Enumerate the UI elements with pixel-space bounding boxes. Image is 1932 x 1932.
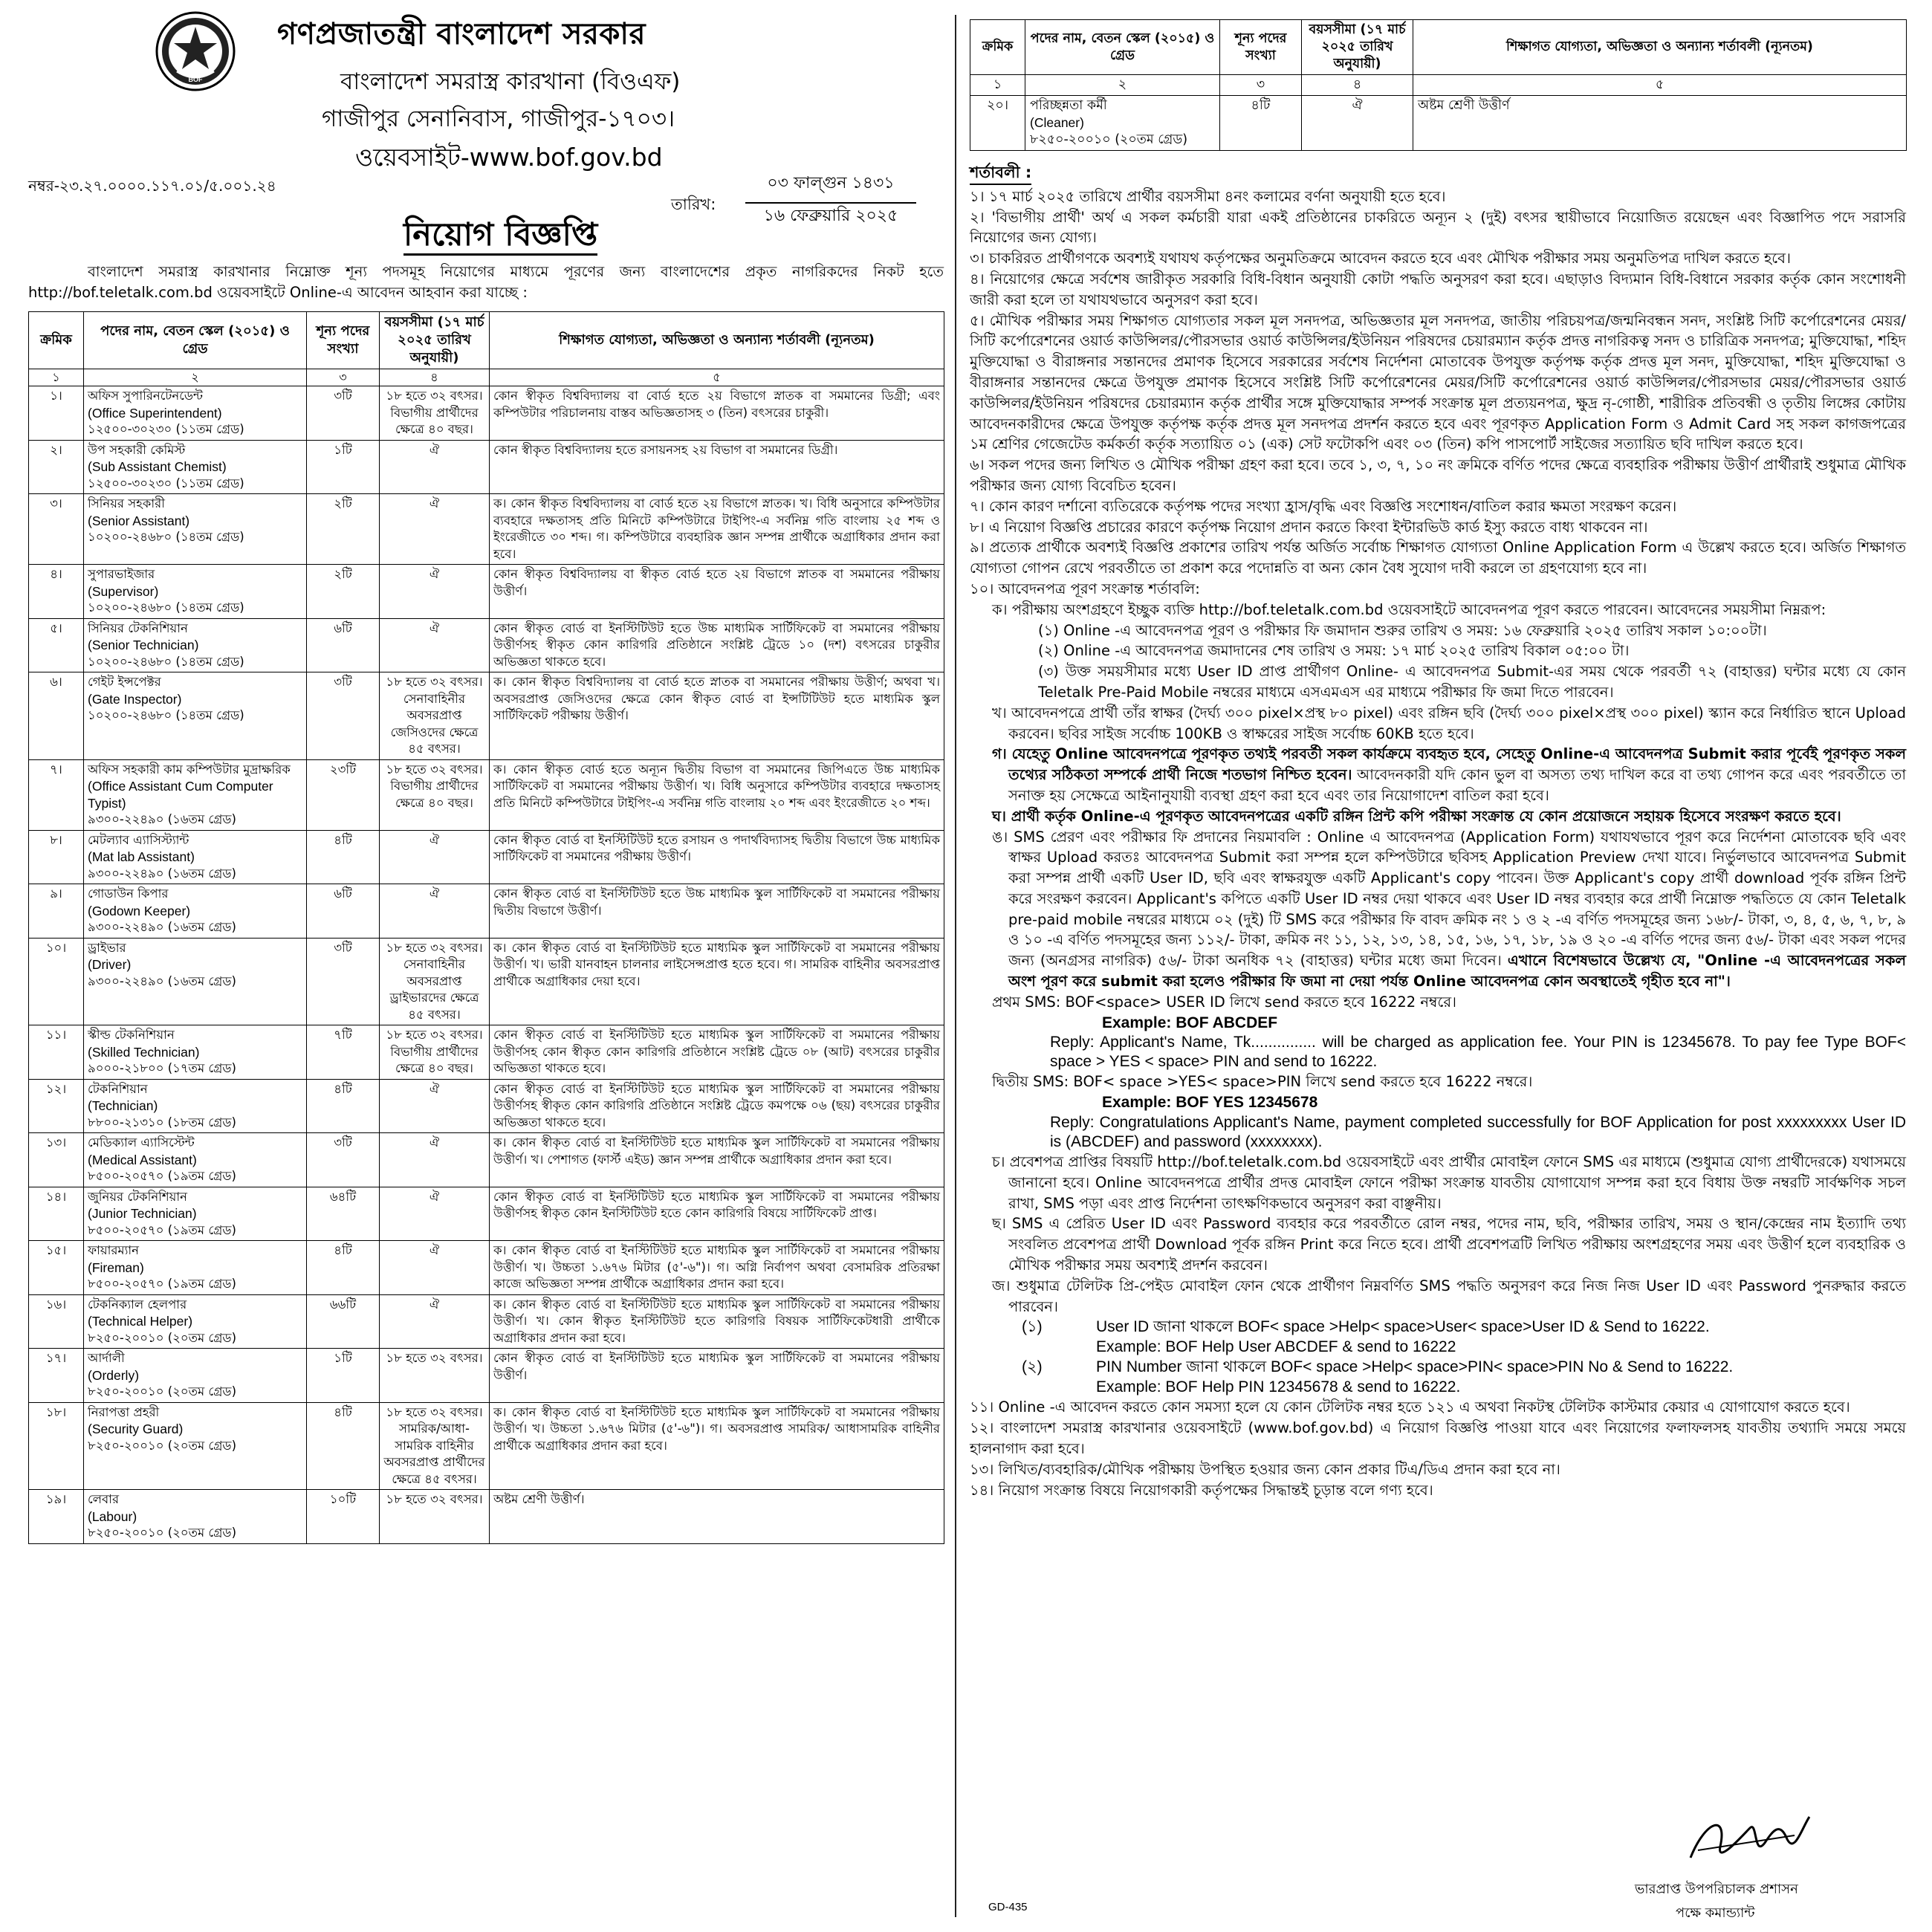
post-name-english: (Technician) bbox=[88, 1098, 158, 1113]
signatory-on-behalf: পক্ষে কমান্ড্যান্ট bbox=[1676, 1905, 1755, 1921]
post-name-english: (Technical Helper) bbox=[88, 1314, 193, 1329]
table-column-number-row bbox=[970, 75, 1907, 96]
pay-scale: ৮২৫০-২০০১০ (২০তম গ্রেড) bbox=[88, 1438, 237, 1453]
sms-first: প্রথম SMS: BOF<space> USER ID লিখে send করতে হবে 16222 নম্বরে। bbox=[992, 993, 1457, 1011]
pay-scale: ৮২৫০-২০০১০ (২০তম গ্রেড) bbox=[1030, 132, 1188, 147]
row-qualification: কোন স্বীকৃত বোর্ড বা ইনস্টিটিউট হতে উচ্চ মাধ্যমিক স্কুল সার্টিফিকেট বা সমমানের পরীক্ষায় দ্বিতীয় বিভাগে উত্তীর্ণ। bbox=[490, 884, 944, 939]
row-vacancies: ৭টি bbox=[307, 1025, 380, 1080]
row-vacancies: ৩টি bbox=[307, 386, 380, 441]
row-post bbox=[84, 938, 307, 1025]
table-row bbox=[29, 386, 944, 441]
row-serial: ৯। bbox=[29, 884, 84, 939]
row-post bbox=[84, 1294, 307, 1349]
pay-scale: ৯৩০০-২২৪৯০ (১৬তম গ্রেড) bbox=[88, 920, 236, 934]
col-number: ১ bbox=[29, 369, 84, 386]
row-age: ১৮ হতে ৩২ বৎসর। বিভাগীয় প্রার্থীদের ক্ষেত্রে ৪০ বছর। bbox=[380, 386, 490, 441]
recovery-example: Example: BOF Help User ABCDEF & send to 16222 bbox=[1096, 1338, 1456, 1356]
post-name-english: (Gate Inspector) bbox=[88, 691, 182, 707]
row-serial: ১। bbox=[29, 386, 84, 441]
row-qualification: কোন স্বীকৃত বোর্ড বা ইনস্টিটিউট হতে রসায়ন ও পদার্থবিদ্যাসহ দ্বিতীয় বিভাগে উচ্চ মাধ্যমিক সার্টিফিকেট বা সমমানের পরীক্ষায় উত্তীর্ণ। bbox=[490, 830, 944, 884]
term-item: ৮। এ নিয়োগ বিজ্ঞপ্তি প্রচারের কারণে কর্তৃপক্ষ নিয়োগ প্রদান করতে কিংবা ইন্টারভিউ কার্ড ইস্যু করতে বাধ্য থাকবেন না। bbox=[970, 518, 1648, 536]
col-number: ২ bbox=[84, 369, 307, 386]
term-item: ৩। চাকরিরত প্রার্থীগণকে অবশ্যই যথাযথ কর্তৃপক্ষের অনুমতিক্রমে আবেদন করতে হবে এবং মৌখিক পরীক্ষার সময় অনুমতিপত্র দাখিল করতে হবে। bbox=[970, 250, 1791, 268]
row-serial: ১০। bbox=[29, 938, 84, 1025]
right-column bbox=[970, 19, 1906, 1500]
row-post bbox=[84, 1349, 307, 1403]
row-qualification: ক। কোন স্বীকৃত বিশ্ববিদ্যালয় বা বোর্ড হতে ২য় বিভাগে স্নাতক। খ। বিধি অনুসারে কম্পিউটার ব্যবহারে দক্ষতাসহ প্রতি মিনিটে কম্পিউটারে টাইপিং-এ সর্বনিম্ন গতি বাংলায় ২৫ শব্দ ও ইংরেজীতে ৩০ শব্দ। গ। কম্পিউটারে ব্যবহারিক জ্ঞান সম্পন্ন প্রার্থীকে অগ্রাধিকার প্রদান করা হবে। bbox=[490, 494, 944, 565]
sms-example: Example: BOF YES 12345678 bbox=[1102, 1094, 1318, 1112]
row-qualification: কোন স্বীকৃত বোর্ড বা ইনস্টিটিউট হতে মাধ্যমিক স্কুল সার্টিফিকেট বা সমমানের পরীক্ষায় উত্তীর্ণসহ স্বীকৃত কোন ইনস্টিটিউট হতে কোন কারিগরি বিষয়ে সার্টিফিকেট প্রাপ্ত। bbox=[490, 1187, 944, 1241]
pay-scale: ৮২৫০-২০০১০ (২০তম গ্রেড) bbox=[88, 1526, 237, 1540]
row-age: ১৮ হতে ৩২ বৎসর। সেনাবাহিনীর অবসরপ্রাপ্ত জেসিওদের ক্ষেত্রে ৪৫ বৎসর। bbox=[380, 672, 490, 760]
term-subitem: জ। শুধুমাত্র টেলিটক প্রি-পেইড মোবাইল ফোন থেকে প্রার্থীগণ নিম্নবর্ণিত SMS পদ্ধতি অনুসরণ করে নিজ নিজ User ID এবং Password পুনরুদ্ধার করতে পারবেন। bbox=[992, 1277, 1906, 1315]
row-qualification: কোন স্বীকৃত বিশ্ববিদ্যালয় হতে রসায়নসহ ২য় বিভাগ বা সমমানের ডিগ্রী। bbox=[490, 440, 944, 494]
date-bangla: ০৩ ফাল্গুন ১৪৩১ bbox=[745, 170, 916, 204]
sms-reply: Reply: Applicant's Name, Tk............... will be charged as application fee. Your PIN is 12345678. To pay fee Type BOF< space > YES < space> PIN and send to 16222. bbox=[1050, 1034, 1906, 1071]
row-post bbox=[84, 672, 307, 760]
row-vacancies: ৬টি bbox=[307, 618, 380, 672]
row-age: ১৮ হতে ৩২ বৎসর। বিভাগীয় প্রার্থীদের ক্ষেত্রে ৪০ বছর। bbox=[380, 1025, 490, 1080]
post-name-english: (Labour) bbox=[88, 1508, 137, 1524]
post-name: অফিস সহকারী কাম কম্পিউটার মুদ্রাক্ষরিক bbox=[88, 762, 291, 777]
pay-scale: ৮৮০০-২১৩১০ (১৮তম গ্রেড) bbox=[88, 1115, 236, 1129]
col-header-vacancy: শূন্য পদের সংখ্যা bbox=[307, 312, 380, 369]
col-number: ৩ bbox=[307, 369, 380, 386]
row-qualification: কোন স্বীকৃত বোর্ড বা ইনস্টিটিউট হতে মাধ্যমিক স্কুল সার্টিফিকেট বা সমমানের পরীক্ষায় উত্তীর্ণসহ কোন স্বীকৃত কোন কারিগরি প্রতিষ্ঠানে সংশ্লিষ্ট ট্রেডে ০৮ (আট) বৎসরের চাকুরীর অভিজ্ঞতা থাকতে হবে। bbox=[490, 1025, 944, 1080]
row-age: ঐ bbox=[380, 830, 490, 884]
pay-scale: ৮৫০০-২০৫৭০ (১৯তম গ্রেড) bbox=[88, 1277, 236, 1291]
term-item: ১। ১৭ মার্চ ২০২৫ তারিখে প্রার্থীর বয়সসীমা ৪নং কলামের বর্ণনা অনুযায়ী হতে হবে। bbox=[970, 187, 1446, 205]
pay-scale: ১০২০০-২৪৬৮০ (১৪তম গ্রেড) bbox=[88, 708, 244, 722]
row-qualification: কোন স্বীকৃত বিশ্ববিদ্যালয় বা বোর্ড হতে ২য় বিভাগে স্নাতক বা সমমানের ডিগ্রী; এবং কম্পিউটার পরিচালনায় বাস্তব অভিজ্ঞতাসহ ৩ (তিন) বৎসরের চাকুরী। bbox=[490, 386, 944, 441]
row-post bbox=[84, 386, 307, 441]
row-serial: ৬। bbox=[29, 672, 84, 760]
pay-scale: ৯০০০-২১৮০০ (১৭তম গ্রেড) bbox=[88, 1061, 236, 1075]
post-name: গেইট ইন্সপেক্টর bbox=[88, 675, 161, 689]
row-age: ঐ bbox=[380, 884, 490, 939]
term-text: আবেদনকারী যদি কোন ভুল বা অসত্য তথ্য দাখিল করে বা তথ্য গোপন করে এবং পরবর্তীতে তা সনাক্ত হয় সেক্ষেত্রে আইনানুযায়ী ব্যবস্থা গ্রহণ করা হবে এবং তার নিয়োগাদেশ বাতিল করা হবে। bbox=[1008, 766, 1906, 804]
post-name-english: (Medical Assistant) bbox=[88, 1152, 197, 1167]
post-name: লেবার bbox=[88, 1492, 120, 1506]
row-vacancies: ১টি bbox=[307, 1349, 380, 1403]
row-qualification: ক। কোন স্বীকৃত বিশ্ববিদ্যালয় বা বোর্ড হতে স্নাতক বা সমমানের পরীক্ষায় উত্তীর্ণ; অথবা খ। অবসরপ্রাপ্ত জেসিওদের ক্ষেত্রে কোন স্বীকৃত বোর্ড বা ইন্সটিটিউট হতে মাধ্যমিক স্কুল সার্টিফিকেট পরীক্ষায় উত্তীর্ণ। bbox=[490, 672, 944, 760]
table-row bbox=[29, 672, 944, 760]
col-header-age: বয়সসীমা (১৭ মার্চ ২০২৫ তারিখ অনুযায়ী) bbox=[1302, 20, 1413, 75]
row-age: ঐ bbox=[380, 1079, 490, 1133]
date-block bbox=[671, 170, 939, 237]
row-qualification: ক। কোন স্বীকৃত বোর্ড হতে অন্যূন দ্বিতীয় বিভাগ বা সমমানের জিপিএতে উচ্চ মাধ্যমিক সার্টিফিকেট বা সমমানের পরীক্ষায় উত্তীর্ণ। খ। বিধি অনুসারে কম্পিউটার ব্যবহারে দক্ষতাসহ প্রতি মিনিটে কম্পিউটারে টাইপিং-এ সর্বনিম্ন গতি বাংলায় ২০ শব্দ এবং ইংরেজীতে ২০ শব্দ। bbox=[490, 759, 944, 830]
memo-number: নম্বর-২৩.২৭.০০০০.১১৭.০১/৫.০০১.২৪ bbox=[28, 177, 276, 195]
row-age: ঐ bbox=[380, 618, 490, 672]
term-subitem: ঘ। প্রার্থী কর্তৃক Online-এ পূরণকৃত আবেদনপত্রের একটি রঙ্গিন প্রিন্ট কপি পরীক্ষা সংক্রান্ত যে কোন প্রয়োজনে সহায়ক হিসেবে সংরক্ষণ করতে হবে। bbox=[992, 807, 1841, 825]
row-qualification: ক। কোন স্বীকৃত বোর্ড বা ইনস্টিটিউট হতে মাধ্যমিক স্কুল সার্টিফিকেট বা সমমানের পরীক্ষায় উত্তীর্ণ। খ। উচ্চতা ১.৬৭৬ মিটার (৫'-৬")। গ। অগ্নি নির্বাপণ অথবা বেসামরিক প্রতিরক্ষা কাজে অভিজ্ঞতা সম্পন্ন প্রার্থীকে অগ্রাধিকার প্রদান করা হবে। bbox=[490, 1241, 944, 1295]
term-item: ৫। মৌখিক পরীক্ষার সময় শিক্ষাগত যোগ্যতার সকল মূল সনদপত্র, অভিজ্ঞতার মূল সনদপত্র, জাতীয় পরিচয়পত্র/জন্মনিবন্ধন সনদ, সংশ্লিষ্ট সিটি কর্পোরেশনের মেয়র/সিটি কর্পোরেশনের ওয়ার্ড কাউন্সিলর/পৌরসভার ওয়ার্ড কাউন্সিলর/ইউনিয়ন পরিষদের চেয়ারম্যান কর্তৃক প্রদত্ত নাগরিকত্ব সনদ ও চারিত্রিক সনদপত্র; মুক্তিযোদ্ধা, শহিদ মুক্তিযোদ্ধা ও বীরাঙ্গনার সন্তানদের প্রমাণক হিসেবে সরকারের সর্বশেষ নির্দেশনা মোতাবেক উপযুক্ত কর্তৃপক্ষ কর্তৃক প্রদত্ত মূল সনদ, মুক্তিযোদ্ধা, শহিদ মুক্তিযোদ্ধা ও বীরাঙ্গনার সন্তানদের ক্ষেত্রে উপযুক্ত প্রমাণক হিসেবে সংশ্লিষ্ট সিটি কর্পোরেশনের মেয়র/সিটি কর্পোরেশনের ওয়ার্ড কাউন্সিলর/পৌরসভার মেয়র/পৌরসভার ওয়ার্ড কাউন্সিলর/ইউনিয়ন পরিষদের চেয়ারম্যান কর্তৃক প্রার্থীর সঙ্গে মুক্তিযোদ্ধার সম্পর্ক সংক্রান্ত মূল প্রত্যয়নপত্র, ক্ষুদ্র নৃ-গোষ্ঠী, শারীরিক প্রতিবন্ধী ও তৃতীয় লিঙ্গের কোটায় আবেদনকারীদের ক্ষেত্রে উপযুক্ত কর্তৃপক্ষ কর্তৃক প্রদত্ত মূল সনদপত্র প্রদর্শন করতে হবে এবং পূরণকৃত Application Form ও Admit Card সহ সকল কাগজপত্রের ১ম শ্রেণির গেজেটেড কর্মকর্তা কর্তৃক সত্যায়িত ০১ (এক) সেট ফটোকপি এবং ০৩ (তিন) কপি পাসপোর্ট সাইজের সত্যায়িত ছবি দাখিল করতে হবে। bbox=[970, 311, 1906, 453]
col-header-qualification: শিক্ষাগত যোগ্যতা, অভিজ্ঞতা ও অন্যান্য শর্তাবলী (ন্যূনতম) bbox=[1413, 20, 1907, 75]
col-header-post: পদের নাম, বেতন স্কেল (২০১৫) ও গ্রেড bbox=[1025, 20, 1220, 75]
row-qualification: অষ্টম শ্রেণী উত্তীর্ণ। bbox=[490, 1490, 944, 1544]
row-age: ঐ bbox=[380, 1187, 490, 1241]
post-name-english: (Mat lab Assistant) bbox=[88, 849, 195, 864]
term-item: ৯। প্রত্যেক প্রার্থীকে অবশ্যই বিজ্ঞপ্তি প্রকাশের তারিখ পর্যন্ত অর্জিত সর্বোচ্চ শিক্ষাগত যোগ্যতা Online Application Form এ উল্লেখ করতে হবে। অর্জিত শিক্ষাগত যোগ্যতা গোপন রেখে পরবর্তীতে তা প্রকাশ করে পদোন্নতি বা অন্য কোন বৈধ সুযোগ দাবী করলে তা গ্রহণযোগ্য হবে না। bbox=[970, 539, 1906, 577]
row-vacancies: ৪টি bbox=[307, 830, 380, 884]
col-number: ৪ bbox=[380, 369, 490, 386]
row-post bbox=[84, 1241, 307, 1295]
post-name-english: (Office Superintendent) bbox=[88, 405, 222, 421]
post-name: টেকনিশিয়ান bbox=[88, 1081, 148, 1096]
post-name-english: (Supervisor) bbox=[88, 583, 159, 599]
col-header-age: বয়সসীমা (১৭ মার্চ ২০২৫ তারিখ অনুযায়ী) bbox=[380, 312, 490, 369]
sms-second: দ্বিতীয় SMS: BOF< space >YES< space>PIN লিখে send করতে হবে 16222 নম্বরে। bbox=[992, 1073, 1533, 1091]
table-row bbox=[29, 884, 944, 939]
post-name-english: (Senior Assistant) bbox=[88, 513, 190, 528]
recovery-item bbox=[970, 1357, 1906, 1397]
row-vacancies: ৩টি bbox=[307, 672, 380, 760]
term-text: ঙ। SMS প্রেরণ এবং পরীক্ষার ফি প্রদানের নিয়মাবলি : Online এ আবেদনপত্র (Application Form) যথাযথভাবে পূরণ করে নির্দেশনা মোতাবেক ছবি এবং স্বাক্ষর Upload করতঃ আবেদনপত্র Submit করা সম্পন্ন হলে কম্পিউটারে ছবিসহ Application Preview দেখা যাবে। নির্ভুলভাবে আবেদনপত্র Submit করা সম্পন্ন প্রার্থী একটি User ID, ছবি এবং স্বাক্ষরযুক্ত একটি Applicant's copy পাবেন। উক্ত Applicant's copy প্রার্থী download পূর্বক রঙ্গিন প্রিন্ট করে সংরক্ষণ করবেন। Applicant's কপিতে একটি User ID নম্বর দেয়া থাকবে এবং User ID নম্বর ব্যবহার করে প্রার্থী নিম্নোক্ত পদ্ধতিতে যে কোন Teletalk pre-paid mobile নম্বরের মাধ্যমে ০২ (দুই) টি SMS করে পরীক্ষার ফি বাবদ ক্রমিক নং ১ ও ২ -এ বর্ণিত পদসমূহের জন্য ১৬৮/- টাকা, ৩, ৪, ৫, ৬, ৭, ৮, ৯ ও ১০ -এ বর্ণিত পদসমূহের জন্য ১১২/- টাকা, ক্রমিক নং ১১, ১২, ১৩, ১৪, ১৫, ১৬, ১৭, ১৮, ১৯ ও ২০ -এ বর্ণিত পদের জন্য ৫৬/- টাকা এবং সকল পদের জন্য (অনগ্রসর নাগরিক) ৫৬/- টাকা অনধিক ৭২ (বাহাত্তর) ঘন্টার মধ্যে জমা দিবেন। bbox=[992, 828, 1906, 970]
row-qualification: কোন স্বীকৃত বোর্ড বা ইনস্টিটিউট হতে উচ্চ মাধ্যমিক সার্টিফিকেট বা সমমানের পরীক্ষায় উত্তীর্ণসহ স্বীকৃত কোন কারিগরি প্রতিষ্ঠানে সংশ্লিষ্ট ট্রেডে ১০ (দশ) বৎসরের চাকুরীর অভিজ্ঞতা থাকতে হবে। bbox=[490, 618, 944, 672]
table-row bbox=[29, 1133, 944, 1187]
row-qualification: কোন স্বীকৃত বোর্ড বা ইনস্টিটিউট হতে মাধ্যমিক স্কুল সার্টিফিকেট বা সমমানের পরীক্ষায় উত্তীর্ণসহ স্বীকৃত কোন কারিগরি প্রতিষ্ঠানে সংশ্লিষ্ট ট্রেডে কমপক্ষে ০৬ (ছয়) বৎসরের চাকুরীর অভিজ্ঞতা থাকতে হবে। bbox=[490, 1079, 944, 1133]
organization-name: বাংলাদেশ সমরাস্ত্র কারখানা (বিওএফ) bbox=[340, 68, 681, 95]
post-name: গোডাউন কিপার bbox=[88, 886, 169, 901]
vacancy-table bbox=[28, 311, 944, 1544]
row-vacancies: ২টি bbox=[307, 494, 380, 565]
recovery-number: (১) bbox=[1022, 1318, 1043, 1336]
pay-scale: ১২৫০০-৩০২৩০ (১১তম গ্রেড) bbox=[88, 422, 244, 436]
row-serial: ২। bbox=[29, 440, 84, 494]
post-name-english: (Office Assistant Cum Computer Typist) bbox=[88, 779, 273, 811]
table-row bbox=[29, 759, 944, 830]
post-name-english: (Senior Technician) bbox=[88, 638, 199, 652]
col-number: ৫ bbox=[490, 369, 944, 386]
row-post bbox=[84, 1133, 307, 1187]
row-post bbox=[1025, 96, 1220, 151]
table-row bbox=[29, 1294, 944, 1349]
row-qualification: কোন স্বীকৃত বিশ্ববিদ্যালয় বা স্বীকৃত বোর্ড হতে ২য় বিভাগে স্নাতক বা সমমানের পরীক্ষায় উত্তীর্ণ। bbox=[490, 565, 944, 619]
term-subitem: ছ। SMS এ প্রেরিত User ID এবং Password ব্যবহার করে পরবর্তীতে রোল নম্বর, পদের নাম, ছবি, পরীক্ষার তারিখ, সময় ও স্থান/কেন্দ্রের নাম ইত্যাদি তথ্য সংবলিত প্রবেশপত্র প্রার্থী Download পূর্বক রঙ্গিন Print করে নিতে হবে। প্রার্থী প্রবেশপত্রটি লিখিত পরীক্ষায় অংশগ্রহণের সময় এবং উত্তীর্ণ হলে ব্যবহারিক ও মৌখিক পরীক্ষার সময় অবশ্যই প্রদর্শন করবেন। bbox=[992, 1215, 1906, 1274]
term-item: ১০। আবেদনপত্র পূরণ সংক্রান্ত শর্তাবলি: bbox=[970, 580, 1200, 597]
row-serial: ৫। bbox=[29, 618, 84, 672]
row-age: ঐ bbox=[380, 1241, 490, 1295]
row-age: ১৮ হতে ৩২ বৎসর। সামরিক/আধা-সামরিক বাহিনীর অবসরপ্রাপ্ত প্রার্থীদের ক্ষেত্রে ৪৫ বৎসর। bbox=[380, 1402, 490, 1490]
row-vacancies: ৪টি bbox=[307, 1079, 380, 1133]
sms-example: Example: BOF ABCDEF bbox=[1102, 1014, 1278, 1031]
term-subitem bbox=[970, 744, 1906, 805]
bof-emblem-icon bbox=[155, 10, 236, 92]
post-name-english: (Orderly) bbox=[88, 1367, 140, 1383]
row-age: ঐ bbox=[380, 494, 490, 565]
row-post bbox=[84, 440, 307, 494]
row-post bbox=[84, 759, 307, 830]
col-header-qualification: শিক্ষাগত যোগ্যতা, অভিজ্ঞতা ও অন্যান্য শর্তাবলী (ন্যূনতম) bbox=[490, 312, 944, 369]
row-serial: ১১। bbox=[29, 1025, 84, 1080]
row-serial: ১৫। bbox=[29, 1241, 84, 1295]
row-vacancies: ৪টি bbox=[307, 1241, 380, 1295]
col-number: ৪ bbox=[1302, 75, 1413, 96]
recovery-text: PIN Number জানা থাকলে BOF< space >Help< space>PIN< space>PIN No & Send to 16222. bbox=[1096, 1358, 1734, 1376]
row-qualification: ক। কোন স্বীকৃত বোর্ড বা ইনস্টিটিউট হতে মাধ্যমিক স্কুল সার্টিফিকেট বা সমমানের পরীক্ষায় উত্তীর্ণ। খ। কোন স্বীকৃত ইনস্টিটিউট হতে কারিগরি বিষয়ক সার্টিফিকেটধারী প্রার্থীকে অগ্রাধিকার প্রদান করা হবে। bbox=[490, 1294, 944, 1349]
table-row bbox=[29, 1349, 944, 1403]
pay-scale: ৮২৫০-২০০১০ (২০তম গ্রেড) bbox=[88, 1384, 237, 1398]
term-item: ১২। বাংলাদেশ সমরাস্ত্র কারখানার ওয়েবসাইটে (www.bof.gov.bd) এ নিয়োগ বিজ্ঞপ্তি পাওয়া যাবে এবং নিয়োগের ফলাফলসহ যাবতীয় তথ্যাদি সময়ে সময়ে হালনাগাদ করা হবে। bbox=[970, 1419, 1906, 1458]
row-vacancies: ৪টি bbox=[1220, 96, 1302, 151]
post-name: জুনিয়র টেকনিশিয়ান bbox=[88, 1189, 188, 1204]
post-name-english: (Junior Technician) bbox=[88, 1206, 197, 1221]
row-serial: ৮। bbox=[29, 830, 84, 884]
post-name: টেকনিক্যাল হেলপার bbox=[88, 1297, 187, 1312]
row-qualification: ক। কোন স্বীকৃত বোর্ড বা ইনস্টিটিউট হতে মাধ্যমিক স্কুল সার্টিফিকেট বা সমমানের পরীক্ষায় উত্তীর্ণ। খ। উচ্চতা ১.৬৭৬ মিটার (৫'-৬")। গ। অবসরপ্রাপ্ত সামরিক/ আধাসামরিক বাহিনীর প্রার্থীকে অগ্রাধিকার প্রদান করা হবে। bbox=[490, 1402, 944, 1490]
term-bold-text: এখানে বিশেষভাবে উল্লেখ্য যে, "Online -এ আবেদনপত্রের সকল অংশ পূরণ করে submit করা হলেও পরীক্ষার ফি জমা না দেয়া পর্যন্ত Online আবেদনপত্র কোন অবস্থাতেই গৃহীত হবে না"। bbox=[1008, 952, 1907, 991]
row-post bbox=[84, 618, 307, 672]
recovery-number: (২) bbox=[1022, 1358, 1043, 1376]
pay-scale: ১০২০০-২৪৬৮০ (১৪তম গ্রেড) bbox=[88, 530, 244, 544]
post-name-english: (Cleaner) bbox=[1030, 115, 1084, 130]
post-name: মেডিক্যাল এ্যাসিস্টেন্ট bbox=[88, 1135, 195, 1150]
row-serial: ৩। bbox=[29, 494, 84, 565]
row-serial: ৪। bbox=[29, 565, 84, 619]
post-name-english: (Sub Assistant Chemist) bbox=[88, 459, 227, 474]
term-item: ১১। Online -এ আবেদন করতে কোন সমস্যা হলে যে কোন টেলিটক নম্বর হতে ১২১ এ অথবা নিকটস্থ টেলিটক কাস্টমার কেয়ার এ যোগাযোগ করতে হবে। bbox=[970, 1398, 1850, 1416]
post-name-english: (Driver) bbox=[88, 957, 132, 972]
col-header-vacancy: শূন্য পদের সংখ্যা bbox=[1220, 20, 1302, 75]
row-post bbox=[84, 1402, 307, 1490]
notice-title: নিয়োগ বিজ্ঞপ্তি bbox=[403, 211, 597, 264]
row-vacancies: ৬৪টি bbox=[307, 1187, 380, 1241]
terms-section bbox=[970, 163, 1906, 1500]
term-bold-text: গ। যেহেতু Online আবেদনপত্রে পূরণকৃত তথ্যই পরবর্তী সকল কার্যক্রমে ব্যবহৃত হবে, সেহেতু Online-এ আবেদনপত্র Submit করার পূর্বেই পূরণকৃত সকল তথ্যের সঠিকতা সম্পর্কে প্রার্থী নিজে শতভাগ নিশ্চিত হবেন। bbox=[992, 745, 1906, 784]
row-qualification: কোন স্বীকৃত বোর্ড বা ইনস্টিটিউট হতে মাধ্যমিক স্কুল সার্টিফিকেট বা সমমানের পরীক্ষায় উত্তীর্ণ। bbox=[490, 1349, 944, 1403]
post-name: স্কীল্ড টেকনিশিয়ান bbox=[88, 1028, 175, 1042]
post-name-english: (Fireman) bbox=[88, 1260, 144, 1275]
post-name: অফিস সুপারিনটেনডেন্ট bbox=[88, 389, 203, 403]
table-row bbox=[29, 565, 944, 619]
row-vacancies: ৬টি bbox=[307, 884, 380, 939]
row-age: ঐ bbox=[1302, 96, 1413, 151]
col-number: ২ bbox=[1025, 75, 1220, 96]
col-header-post: পদের নাম, বেতন স্কেল (২০১৫) ও গ্রেড bbox=[84, 312, 307, 369]
terms-title: শর্তাবলী : bbox=[970, 163, 1031, 185]
table-row bbox=[29, 1241, 944, 1295]
intro-paragraph: বাংলাদেশ সমরাস্ত্র কারখানার নিম্নোক্ত শূন্য পদসমূহ নিয়োগের মাধ্যমে পূরণের জন্য বাংলাদেশের প্রকৃত নাগরিকদের নিকট হতে http://bof.teletalk.com.bd ওয়েবসাইটে Online-এ আবেদন আহবান করা যাচ্ছে : bbox=[28, 263, 944, 301]
term-subitem: (১) Online -এ আবেদনপত্র পূরণ ও পরীক্ষার ফি জমাদান শুরুর তারিখ ও সময়: ১৬ ফেব্রুয়ারি ২০২৫ তারিখ সকাল ১০:০০টা। bbox=[1038, 621, 1767, 639]
row-vacancies: ২টি bbox=[307, 565, 380, 619]
pay-scale: ১০২০০-২৪৬৮০ (১৪তম গ্রেড) bbox=[88, 600, 244, 615]
date-label: তারিখ: bbox=[671, 195, 716, 213]
pay-scale: ৮২৫০-২০০১০ (২০তম গ্রেড) bbox=[88, 1330, 237, 1345]
row-serial: ১৩। bbox=[29, 1133, 84, 1187]
row-serial: ২০। bbox=[970, 96, 1025, 151]
date-english: ১৬ ফেব্রুয়ারি ২০২৫ bbox=[763, 207, 898, 225]
pay-scale: ৮৫০০-২০৫৭০ (১৯তম গ্রেড) bbox=[88, 1222, 236, 1237]
table-header-row bbox=[970, 20, 1907, 75]
col-header-serial: ক্রমিক bbox=[970, 20, 1025, 75]
row-qualification: অষ্টম শ্রেণী উত্তীর্ণ bbox=[1413, 96, 1907, 151]
table-row bbox=[970, 96, 1907, 151]
row-vacancies: ৬৬টি bbox=[307, 1294, 380, 1349]
row-vacancies: ১টি bbox=[307, 440, 380, 494]
row-qualification: ক। কোন স্বীকৃত বোর্ড বা ইনস্টিটিউট হতে মাধ্যমিক স্কুল সার্টিফিকেট বা সমমানের পরীক্ষায় উত্তীর্ণ। খ। পেশাগত (ফার্স্ট এইড) জ্ঞান সম্পন্ন প্রার্থীকে অগ্রাধিকার প্রদান করা হবে। bbox=[490, 1133, 944, 1187]
post-name-english: (Godown Keeper) bbox=[88, 903, 191, 918]
table-row bbox=[29, 1187, 944, 1241]
row-age: ঐ bbox=[380, 440, 490, 494]
post-name-english: (Skilled Technician) bbox=[88, 1044, 200, 1060]
signature-icon bbox=[1676, 1806, 1817, 1873]
term-item: ১৪। নিয়োগ সংক্রান্ত বিষয়ে নিয়োগকারী কর্তৃপক্ষের সিদ্ধান্তই চূড়ান্ত বলে গণ্য হবে। bbox=[970, 1481, 1433, 1499]
row-serial: ১৪। bbox=[29, 1187, 84, 1241]
term-item: ৬। সকল পদের জন্য লিখিত ও মৌখিক পরীক্ষা গ্রহণ করা হবে। তবে ১, ৩, ৭, ১০ নং ক্রমিকে বর্ণিত পদের ক্ষেত্রে ব্যবহারিক পরীক্ষায় উত্তীর্ণ প্রার্থীরাই শুধুমাত্র মৌখিক পরীক্ষার জন্য যোগ্য বিবেচিত হবেন। bbox=[970, 456, 1906, 494]
term-item: ৭। কোন কারণ দর্শানো ব্যতিরেকে কর্তৃপক্ষ পদের সংখ্যা হ্রাস/বৃদ্ধি এবং বিজ্ঞপ্তি সংশোধন/বাতিল করার ক্ষমতা সংরক্ষণ করেন। bbox=[970, 497, 1677, 515]
term-subitem bbox=[970, 827, 1906, 992]
post-name: নিরাপত্তা প্রহরী bbox=[88, 1404, 160, 1419]
row-vacancies: ৩টি bbox=[307, 938, 380, 1025]
row-serial: ১৯। bbox=[29, 1490, 84, 1544]
pay-scale: ৯৩০০-২২৪৯০ (১৬তম গ্রেড) bbox=[88, 812, 236, 826]
post-name: আর্দালী bbox=[88, 1351, 125, 1365]
row-post bbox=[84, 1187, 307, 1241]
table-row bbox=[29, 1490, 944, 1544]
row-vacancies: ১০টি bbox=[307, 1490, 380, 1544]
header bbox=[28, 10, 944, 225]
table-row bbox=[29, 494, 944, 565]
col-number: ৩ bbox=[1220, 75, 1302, 96]
pay-scale: ৯৩০০-২২৪৯০ (১৬তম গ্রেড) bbox=[88, 973, 236, 988]
post-name: ফায়ারম্যান bbox=[88, 1243, 140, 1257]
row-post bbox=[84, 1025, 307, 1080]
row-vacancies: ৩টি bbox=[307, 1133, 380, 1187]
post-name: সুপারভাইজার bbox=[88, 567, 155, 581]
pay-scale: ১২৫০০-৩০২৩০ (১১তম গ্রেড) bbox=[88, 476, 244, 490]
pay-scale: ১০২০০-২৪৬৮০ (১৪তম গ্রেড) bbox=[88, 654, 244, 669]
row-post bbox=[84, 565, 307, 619]
row-serial: ১৮। bbox=[29, 1402, 84, 1490]
row-post bbox=[84, 1079, 307, 1133]
pay-scale: ৮৫০০-২০৫৭০ (১৯তম গ্রেড) bbox=[88, 1169, 236, 1183]
row-serial: ৭। bbox=[29, 759, 84, 830]
recovery-text: User ID জানা থাকলে BOF< space >Help< space>User< space>User ID & Send to 16222. bbox=[1096, 1318, 1710, 1336]
col-number: ৫ bbox=[1413, 75, 1907, 96]
pay-scale: ৯৩০০-২২৪৯০ (১৬তম গ্রেড) bbox=[88, 866, 236, 881]
term-subitem: (২) Online -এ আবেদনপত্র জমাদানের শেষ তারিখ ও সময়: ১৭ মার্চ ২০২৫ তারিখ বিকাল ০৫:০০ টা। bbox=[1038, 642, 1630, 660]
term-subitem: চ। প্রবেশপত্র প্রাপ্তির বিষয়টি http://bof.teletalk.com.bd ওয়েবসাইটে এবং প্রার্থীর মোবাইল ফোনে SMS এর মাধ্যমে (শুধুমাত্র যোগ্য প্রার্থীদেরকে) যথাসময়ে জানানো হবে। Online আবেদনপত্রে প্রার্থীর প্রদত্ত মোবাইল ফোনে পরীক্ষা সংক্রান্ত যাবতীয় যোগাযোগ সম্পন্ন করা হবে বিধায় উক্ত নম্বরটি সার্বক্ষণিক সচল রাখা, SMS পড়া এবং প্রাপ্ত নির্দেশনা তাৎক্ষণিকভাবে অনুসরণ করা বাঞ্ছনীয়। bbox=[992, 1153, 1906, 1212]
row-serial: ১৬। bbox=[29, 1294, 84, 1349]
recovery-item bbox=[970, 1317, 1906, 1357]
post-name: উপ সহকারী কেমিস্ট bbox=[88, 442, 186, 457]
signatory-designation: ভারপ্রাপ্ত উপপরিচালক প্রশাসন bbox=[1635, 1881, 1798, 1897]
col-header-serial: ক্রমিক bbox=[29, 312, 84, 369]
row-post bbox=[84, 830, 307, 884]
row-post bbox=[84, 884, 307, 939]
post-name: মেটল্যাব এ্যাসিস্ট্যান্ট bbox=[88, 832, 189, 847]
table-row bbox=[29, 440, 944, 494]
recovery-example: Example: BOF Help PIN 12345678 & send to 16222. bbox=[1096, 1378, 1461, 1396]
table-row bbox=[29, 1025, 944, 1080]
svg-text:BOF: BOF bbox=[188, 76, 203, 83]
organization-address: গাজীপুর সেনানিবাস, গাজীপুর-১৭০৩। bbox=[322, 106, 675, 132]
row-age: ১৮ হতে ৩২ বৎসর। bbox=[380, 1349, 490, 1403]
row-age: ১৮ হতে ৩২ বৎসর। bbox=[380, 1490, 490, 1544]
term-subitem: (৩) উক্ত সময়সীমার মধ্যে User ID প্রাপ্ত প্রার্থীগণ Online- এ আবেদনপত্র Submit-এর সময় থেকে পরবর্তী ৭২ (বাহাত্তর) ঘন্টার মধ্যে যে কোন Teletalk Pre-Paid Mobile নম্বরের মাধ্যমে এসএমএস এর মাধ্যমে পরীক্ষার ফি জমা দিতে পারবেন। bbox=[1038, 663, 1906, 701]
table-row bbox=[29, 938, 944, 1025]
table-header-row bbox=[29, 312, 944, 369]
row-age: ১৮ হতে ৩২ বৎসর। বিভাগীয় প্রার্থীদের ক্ষেত্রে ৪০ বছর। bbox=[380, 759, 490, 830]
row-age: ১৮ হতে ৩২ বৎসর। সেনাবাহিনীর অবসরপ্রাপ্ত ড্রাইভারদের ক্ষেত্রে ৪৫ বৎসর। bbox=[380, 938, 490, 1025]
left-column bbox=[28, 10, 944, 1540]
column-divider bbox=[955, 15, 956, 1917]
term-subitem: খ। আবেদনপত্রে প্রার্থী তাঁর স্বাক্ষর (দৈর্ঘ্য ৩০০ pixel×প্রস্থ ৮০ pixel) এবং রঙ্গিন ছবি (দৈর্ঘ্য ৩০০ pixel×প্রস্থ ৩০০ pixel) স্ক্যান করে নির্ধারিত স্থানে Upload করবেন। ছবির সাইজ সর্বোচ্চ 100KB ও স্বাক্ষরের সাইজ সর্বোচ্চ 60KB হতে হবে। bbox=[992, 704, 1906, 742]
row-age: ঐ bbox=[380, 565, 490, 619]
col-number: ১ bbox=[970, 75, 1025, 96]
row-serial: ১২। bbox=[29, 1079, 84, 1133]
government-title: গণপ্রজাতন্ত্রী বাংলাদেশ সরকার bbox=[277, 17, 646, 51]
row-vacancies: ৪টি bbox=[307, 1402, 380, 1490]
table-row bbox=[29, 830, 944, 884]
post-name: পরিচ্ছন্নতা কর্মী bbox=[1030, 98, 1107, 113]
vacancy-table-continued bbox=[970, 19, 1907, 151]
row-age: ঐ bbox=[380, 1294, 490, 1349]
row-post bbox=[84, 1490, 307, 1544]
sms-reply: Reply: Congratulations Applicant's Name, payment completed successfully for BOF Application for post xxxxxxxxx User ID is (ABCDEF) and password (xxxxxxxx). bbox=[1050, 1114, 1906, 1151]
term-subitem: ক। পরীক্ষায় অংশগ্রহণে ইচ্ছুক ব্যক্তি http://bof.teletalk.com.bd ওয়েবসাইটে আবেদনপত্র পূরণ করতে পারবেন। আবেদনের সময়সীমা নিম্নরূপ: bbox=[992, 600, 1826, 618]
row-serial: ১৭। bbox=[29, 1349, 84, 1403]
organization-website: ওয়েবসাইট-www.bof.gov.bd bbox=[355, 143, 663, 172]
post-name: ড্রাইভার bbox=[88, 940, 126, 955]
post-name: সিনিয়র সহকারী bbox=[88, 496, 165, 510]
table-row bbox=[29, 1079, 944, 1133]
table-column-number-row bbox=[29, 369, 944, 386]
table-row bbox=[29, 1402, 944, 1490]
table-row bbox=[29, 618, 944, 672]
vacancy-rows bbox=[29, 386, 944, 1544]
row-vacancies: ২৩টি bbox=[307, 759, 380, 830]
footer-code: GD-435 bbox=[988, 1901, 1028, 1913]
post-name-english: (Security Guard) bbox=[88, 1422, 184, 1436]
term-item: ২। 'বিভাগীয় প্রার্থী' অর্থ এ সকল কর্মচারী যারা একই প্রতিষ্ঠানের চাকরিতে অন্যূন ২ (দুই) বৎসর স্থায়ীভাবে নিয়োজিত রয়েছেন এবং বিজ্ঞাপিত পদে সরাসরি নিয়োগের জন্য যোগ্য। bbox=[970, 208, 1906, 247]
post-name: সিনিয়র টেকনিশিয়ান bbox=[88, 620, 188, 635]
row-qualification: ক। কোন স্বীকৃত বোর্ড বা ইনস্টিটিউট হতে মাধ্যমিক স্কুল সার্টিফিকেট বা সমমানের পরীক্ষায় উত্তীর্ণ। খ। ভারী যানবাহন চালনার লাইসেন্সপ্রাপ্ত হতে হবে। গ। সামরিক বাহিনীর অবসরপ্রাপ্ত প্রার্থীকে অগ্রাধিকার দেয়া হবে। bbox=[490, 938, 944, 1025]
term-item: ৪। নিয়োগের ক্ষেত্রে সর্বশেষ জারীকৃত সরকারি বিধি-বিধান অনুযায়ী কোটা পদ্ধতি অনুসরণ করা হবে। এছাড়াও বিদ্যমান বিধি-বিধানে সরকার কর্তৃক কোন সংশোধনী জারী করা হলে তা যথাযথভাবে অনুসরণ করা হবে। bbox=[970, 270, 1906, 308]
row-age: ঐ bbox=[380, 1133, 490, 1187]
term-item: ১৩। লিখিত/ব্যবহারিক/মৌখিক পরীক্ষায় উপস্থিত হওয়ার জন্য কোন প্রকার টিএ/ডিএ প্রদান করা হবে না। bbox=[970, 1460, 1560, 1478]
row-post bbox=[84, 494, 307, 565]
